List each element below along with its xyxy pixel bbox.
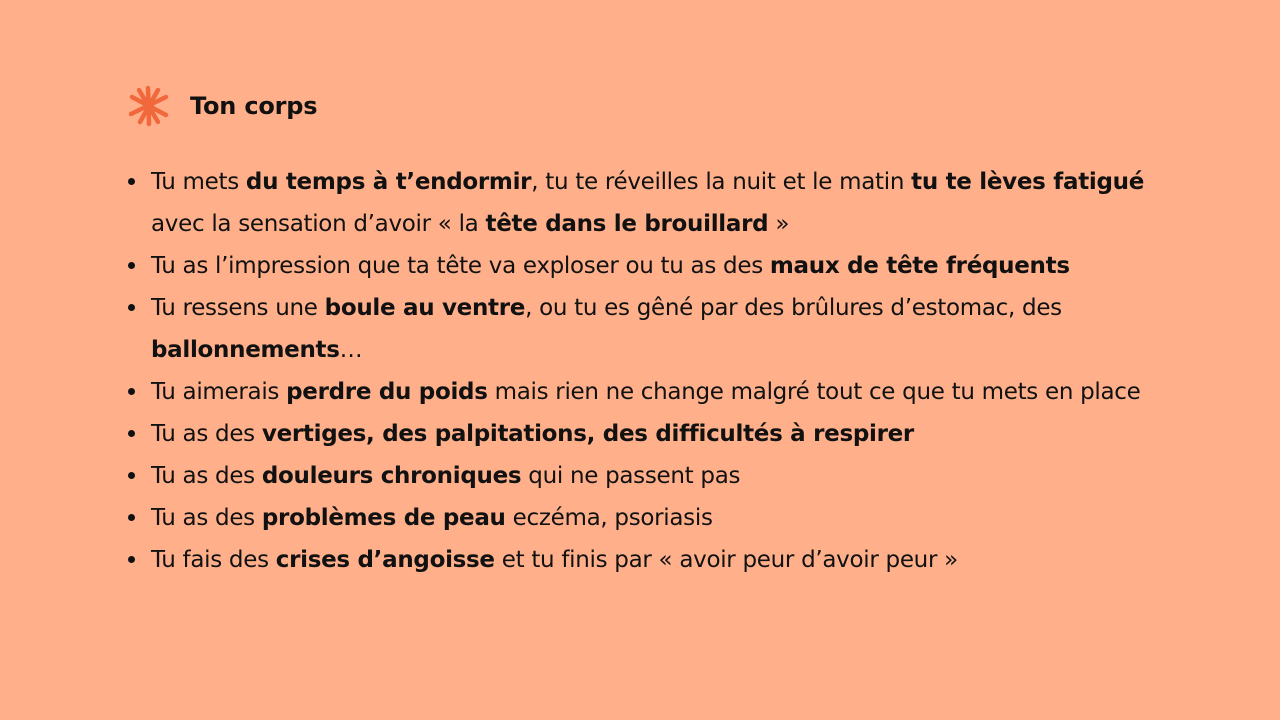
- list-item: [126, 371, 1166, 413]
- bold-text: boule au ventre: [324, 295, 526, 321]
- bold-text: du temps à t’endormir: [245, 169, 532, 195]
- section-title: Ton corps: [190, 92, 318, 120]
- bold-text: crises d’angoisse: [275, 547, 495, 573]
- bold-text: perdre du poids: [286, 379, 488, 405]
- text-segment: avec la sensation d’avoir « la: [151, 211, 486, 237]
- symptom-list: [126, 161, 1166, 581]
- text-segment: Tu fais des: [151, 547, 276, 573]
- text-segment: Tu mets: [151, 169, 246, 195]
- text-segment: , ou tu es gêné par des brûlures d’estomac, des: [525, 295, 1062, 321]
- bold-text: maux de tête fréquents: [769, 253, 1070, 279]
- bold-text: tu te lèves fatigué: [911, 169, 1145, 195]
- text-segment: Tu aimerais: [151, 379, 287, 405]
- list-item: [126, 455, 1166, 497]
- bullet-dot: [128, 556, 135, 563]
- bold-text: vertiges, des palpitations, des difficultés à respirer: [261, 421, 914, 447]
- text-segment: …: [339, 337, 363, 363]
- list-item: [126, 245, 1166, 287]
- list-item: [126, 413, 1166, 455]
- bold-text: tête dans le brouillard: [485, 211, 769, 237]
- text-segment: Tu as l’impression que ta tête va exploser ou tu as des: [151, 253, 770, 279]
- text-segment: , tu te réveilles la nuit et le matin: [531, 169, 912, 195]
- text-segment: qui ne passent pas: [521, 463, 741, 489]
- bullet-dot: [128, 430, 135, 437]
- bullet-dot: [128, 304, 135, 311]
- bold-text: ballonnements: [151, 337, 340, 363]
- text-segment: Tu as des: [151, 505, 262, 531]
- text-segment: »: [768, 211, 790, 237]
- bold-text: problèmes de peau: [261, 505, 506, 531]
- bullet-dot: [128, 514, 135, 521]
- bold-text: douleurs chroniques: [261, 463, 522, 489]
- bullet-dot: [128, 178, 135, 185]
- section-heading: [126, 84, 317, 128]
- bullet-dot: [128, 472, 135, 479]
- list-item: [126, 287, 1166, 371]
- text-segment: Tu as des: [151, 463, 262, 489]
- bullet-dot: [128, 388, 135, 395]
- text-segment: Tu ressens une: [151, 295, 325, 321]
- list-item: [126, 497, 1166, 539]
- text-segment: et tu finis par « avoir peur d’avoir peur »: [494, 547, 958, 573]
- list-item: [126, 539, 1166, 581]
- text-segment: Tu as des: [151, 421, 262, 447]
- bullet-dot: [128, 262, 135, 269]
- list-item: [126, 161, 1166, 245]
- text-segment: eczéma, psoriasis: [505, 505, 713, 531]
- asterisk-star-icon: [126, 84, 172, 128]
- text-segment: mais rien ne change malgré tout ce que tu mets en place: [487, 379, 1141, 405]
